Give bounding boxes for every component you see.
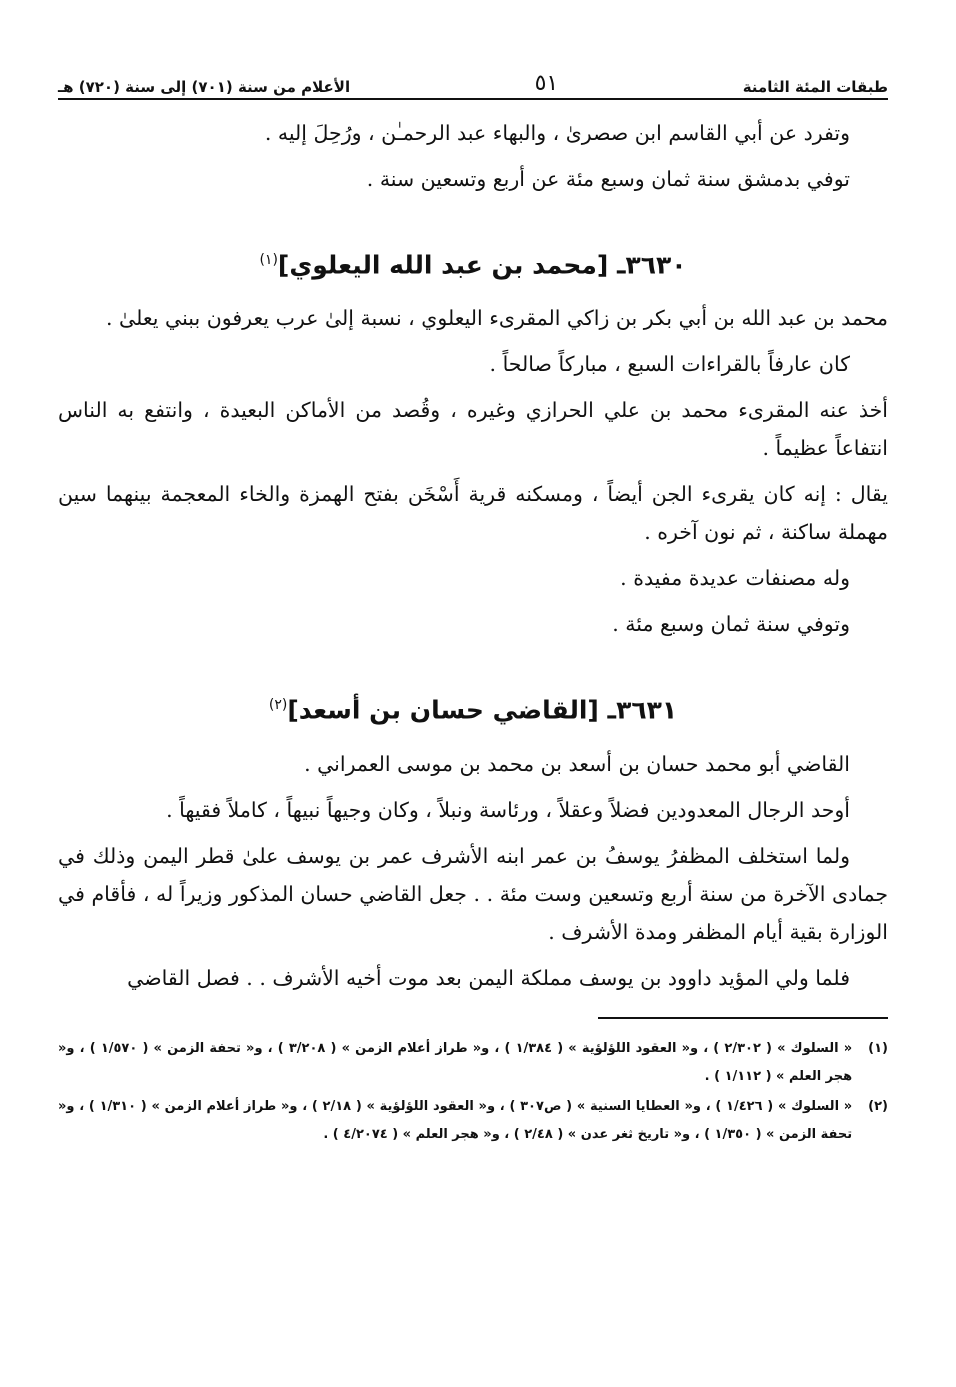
entry-heading-3631-text: ٣٦٣١ـ [القاضي حسان بن أسعد] [287, 695, 678, 725]
footnotes [58, 1035, 888, 1149]
footnote-2-number: (٢) [868, 1098, 888, 1114]
entry-3630-paragraph-4: يقال : إنه كان يقرىء الجن أيضاً ، ومسكنه قرية أَسْخَن بفتح الهمزة والخاء المعجمة بينهما سين مهملة ساكنة ، ثم نون آخره . [58, 482, 888, 545]
footnote-1 [58, 1035, 888, 1091]
running-head [58, 56, 888, 100]
entry-heading-3630-text: ٣٦٣٠ـ [محمد بن عبد الله اليعلوي] [277, 250, 687, 280]
entry-3630-paragraph-5: وله مصنفات عديدة مفيدة . [620, 566, 850, 591]
entry-3631-paragraph-4: فلما ولي المؤيد داوود بن يوسف مملكة اليمن بعد موت أخيه الأشرف . . فصل القاضي [127, 965, 850, 990]
entry-3630-paragraph-3: أخذ عنه المقرىء محمد بن علي الحرازي وغيره ، وقُصد من الأماكن البعيدة ، وانتفع به الناس انتفاعاً عظيماً . [58, 398, 888, 461]
entry-3630-paragraph-6: وتوفي سنة ثمان وسبع مئة . [612, 612, 850, 637]
running-head-section-title: الأعلام من سنة (٧٠١) إلى سنة (٧٢٠) هـ [58, 78, 351, 96]
entry-3630-paragraph-1: محمد بن عبد الله بن أبي بكر بن زاكي المقرىء اليعلوي ، نسبة إلىٰ عرب يعرفون ببني يعلىٰ . [106, 306, 888, 331]
entry-heading-3630 [58, 240, 888, 285]
footnote-1-text: « السلوك » ( ٢/٣٠٢ ) ، و« العقود اللؤلؤية » ( ١/٣٨٤ ) ، و« طراز أعلام الزمن » ( ٣/٢٠٨ ) ، و« تحفة الزمن » ( ١/٥٧٠ ) ، و« هجر العلم » ( ١/١١٢ ) . [58, 1040, 853, 1084]
entry-3631-paragraph-1: القاضي أبو محمد حسان بن أسعد بن محمد بن موسى العمراني . [304, 751, 850, 776]
intro-paragraph-1: وتفرد عن أبي القاسم ابن صصرىٰ ، والبهاء عبد الرحمـٰن ، ورُحِلَ إليه . [264, 121, 850, 145]
footnote-1-number: (١) [868, 1040, 888, 1056]
main-text [58, 114, 888, 997]
page [58, 56, 888, 1387]
running-head-book-title: طبقات المئة الثامنة [742, 78, 888, 96]
intro-paragraph-2: توفي بدمشق سنة ثمان وسبع مئة عن أربع وتسعين سنة . [366, 167, 850, 191]
footnote-2 [58, 1093, 888, 1149]
footnote-divider [598, 1017, 888, 1019]
footnote-ref-1[interactable]: (١) [259, 252, 278, 268]
page-number: ٥١ [534, 71, 559, 96]
entry-3631-paragraph-3: ولما استخلف المظفرُ يوسفُ بن عمر ابنه الأشرف عمر بن يوسف علىٰ قطر اليمن وذلك في جمادى الآخرة من سنة أربع وتسعين وست مئة . . جعل القاضي حسان المذكور وزيراً له ، فأقام في الوزارة بقية أيام المظفر ومدة الأشرف . [58, 843, 888, 944]
entry-3630-paragraph-2: كان عارفاً بالقراءات السبع ، مباركاً صالحاً . [489, 352, 850, 377]
footnote-2-text: « السلوك » ( ١/٤٢٦ ) ، و« العطايا السنية » ( ص٣٠٧ ) ، و« العقود اللؤلؤية » ( ٢/١٨ ) ، و« طراز أعلام الزمن » ( ١/٣١٠ ) ، و« تحفة الزمن » ( ١/٣٥٠ ) ، و« تاريخ ثغر عدن » ( ٢/٤٨ ) ، و« هجر العلم » ( ٤/٢٠٧٤ ) . [58, 1098, 853, 1142]
entry-heading-3631 [58, 685, 888, 730]
footnote-ref-2[interactable]: (٢) [268, 697, 288, 714]
entry-3631-paragraph-2: أوحد الرجال المعدودين فضلاً وعقلاً ، ورئاسة ونبلاً ، وكان وجيهاً نبيهاً ، كاملاً فقيهاً . [166, 797, 850, 822]
